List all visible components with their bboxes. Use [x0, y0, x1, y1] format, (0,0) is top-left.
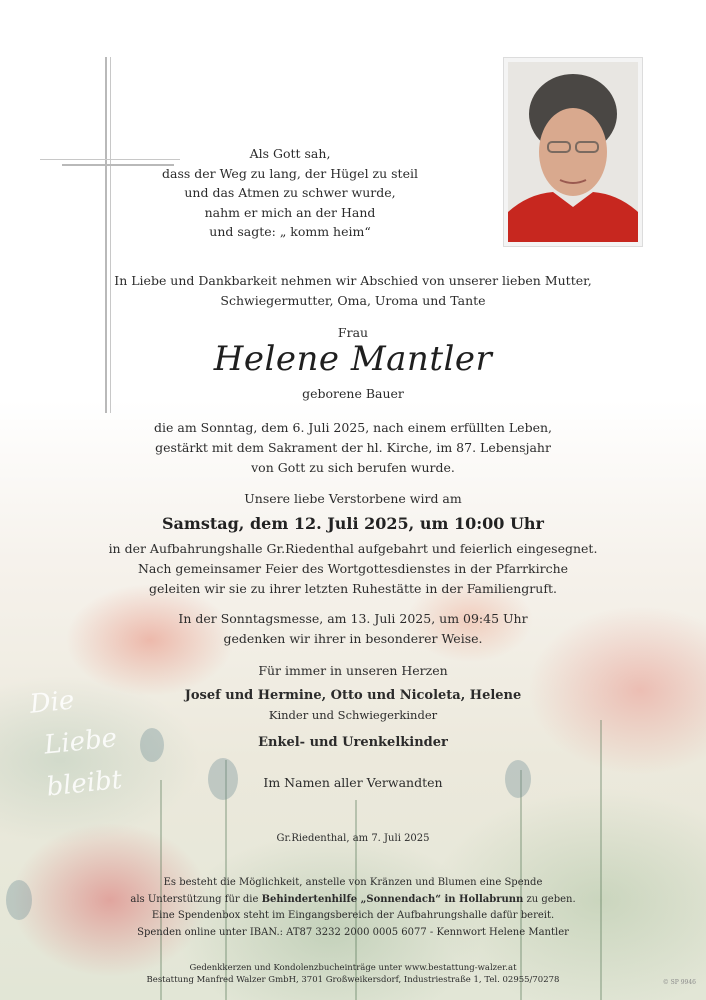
intro-line: Schwiegermutter, Oma, Uroma und Tante: [220, 293, 486, 308]
print-code: © SP 9946: [662, 979, 696, 986]
relatives-line: Im Namen aller Verwandten: [263, 775, 443, 790]
donation-text-part: zu geben.: [523, 893, 576, 905]
portrait-photo: [503, 57, 643, 247]
grandchildren: Enkel- und Urenkelkinder: [258, 735, 448, 750]
death-notice: [0, 418, 706, 478]
mass-line: gedenken wir ihrer in besonderer Weise.: [223, 631, 483, 646]
watermark-line: bleibt: [45, 764, 124, 803]
ceremony-text: [0, 539, 706, 599]
donation-line: Es besteht die Möglichkeit, anstelle von Kränzen und Blumen eine Spende: [163, 877, 543, 888]
family-names: Josef und Hermine, Otto und Nicoleta, Helene: [184, 688, 522, 703]
footer-line: Bestattung Manfred Walzer GmbH, 3701 Großweikersdorf, Industriestraße 1, Tel. 02955/70278: [146, 975, 560, 985]
mass-line: In der Sonntagsmesse, am 13. Juli 2025, um 09:45 Uhr: [178, 611, 528, 626]
ceremony-line: Nach gemeinsamer Feier des Wortgottesdienstes in der Pfarrkirche: [137, 561, 569, 576]
ceremony-line: geleiten wir sie zu ihrer letzten Ruhestätte in der Familiengruft.: [149, 581, 557, 596]
watermark-line: Liebe: [42, 723, 119, 761]
death-line: gestärkt mit dem Sakrament der hl. Kirche, im 87. Lebensjahr: [155, 440, 551, 455]
footer: [0, 962, 706, 986]
donation-text-part: als Unterstützung für die: [130, 893, 262, 905]
death-line: die am Sonntag, dem 6. Juli 2025, nach einem erfüllten Leben,: [154, 420, 552, 435]
donation-text: [0, 875, 706, 941]
poem: [160, 144, 420, 242]
watermark-line: Die: [28, 685, 76, 720]
footer-line: Gedenkkerzen und Kondolenzbucheinträge unter www.bestattung-walzer.at: [189, 963, 517, 973]
funeral-date: Samstag, dem 12. Juli 2025, um 10:00 Uhr: [162, 514, 544, 533]
ceremony-line: in der Aufbahrungshalle Gr.Riedenthal aufgebahrt und feierlich eingesegnet.: [108, 541, 598, 556]
poem-line: Als Gott sah,: [249, 146, 331, 161]
death-line: von Gott zu sich berufen wurde.: [251, 460, 455, 475]
intro-line: In Liebe und Dankbarkeit nehmen wir Abschied von unserer lieben Mutter,: [114, 273, 592, 288]
poem-line: dass der Weg zu lang, der Hügel zu steil: [162, 165, 418, 181]
announcement-line: Unsere liebe Verstorbene wird am: [244, 491, 462, 506]
donation-line: Eine Spendenbox steht im Eingangsbereich der Aufbahrungshalle dafür bereit.: [151, 910, 555, 921]
intro-text: [0, 271, 706, 311]
deceased-name: Helene Mantler: [213, 339, 493, 379]
mass-text: [0, 609, 706, 649]
donation-recipient: Behindertenhilfe „Sonnendach“ in Hollabrunn: [261, 893, 524, 905]
place-date: Gr.Riedenthal, am 7. Juli 2025: [276, 833, 430, 844]
donation-line: [0, 892, 706, 909]
donation-line: Spenden online unter IBAN.: AT87 3232 2000 0005 6077 - Kennwort Helene Mantler: [137, 926, 569, 938]
title-prefix: Frau: [337, 325, 369, 340]
poem-line: und das Atmen zu schwer wurde,: [184, 185, 396, 200]
portrait-image: [508, 62, 638, 242]
birth-name: geborene Bauer: [302, 386, 404, 401]
family-relation: Kinder und Schwiegerkinder: [268, 708, 438, 722]
poem-line: und sagte: „ komm heim“: [209, 224, 371, 239]
poppy-stem: [600, 720, 602, 1000]
poem-line: nahm er mich an der Hand: [204, 204, 376, 220]
forever-line: Für immer in unseren Herzen: [258, 663, 448, 678]
